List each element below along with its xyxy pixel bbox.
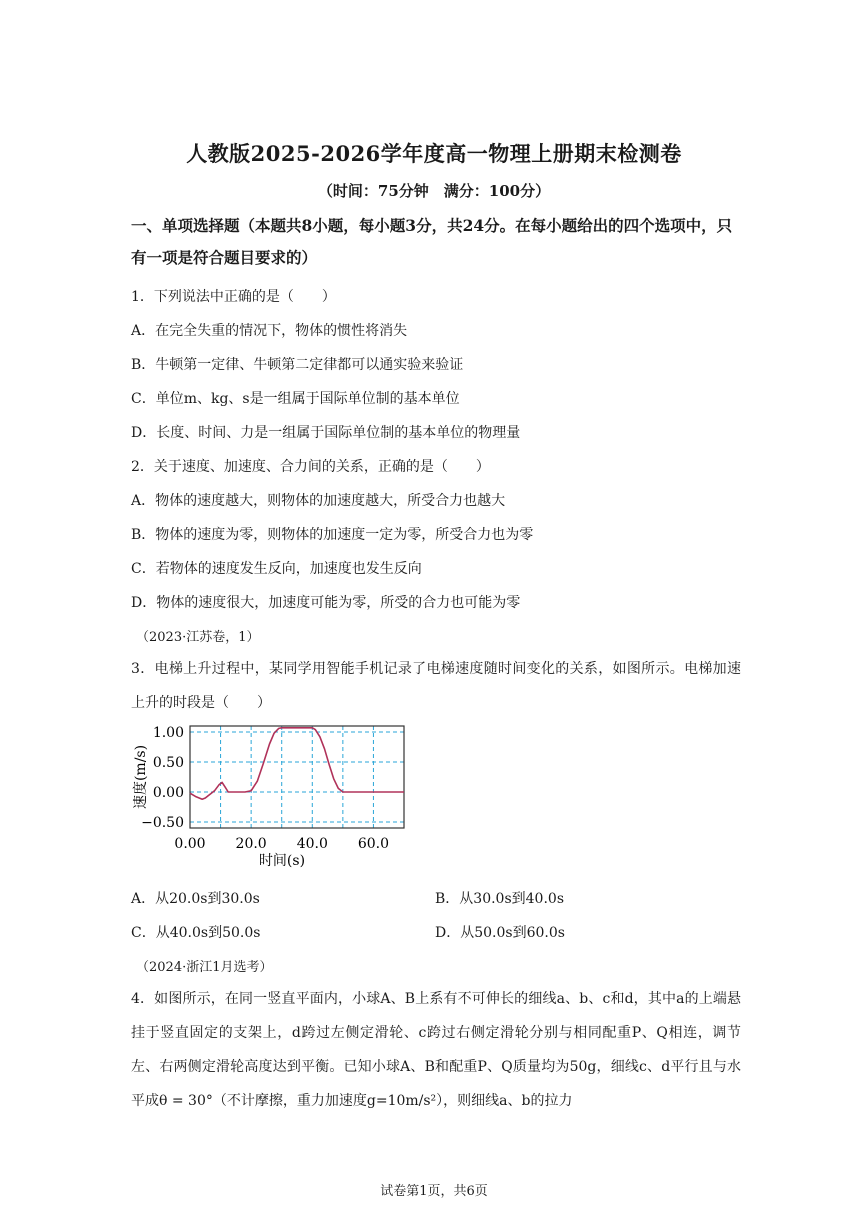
q3-option-b: B．从30.0s到40.0s [435, 891, 565, 907]
q1-option-a: A．在完全失重的情况下，物体的惯性将消失 [131, 323, 408, 339]
x-tick-label: 60.0 [357, 836, 390, 852]
q3-option-d: D．从50.0s到60.0s [435, 925, 565, 941]
q1-option-c: C．单位m、kg、s是一组属于国际单位制的基本单位 [131, 391, 460, 407]
exam-title: 人教版2025-2026学年度高一物理上册期末检测卷 [186, 141, 682, 166]
q2-option-c: C．若物体的速度发生反向，加速度也发生反向 [131, 561, 422, 577]
q2-option-d: D．物体的速度很大，加速度可能为零，所受的合力也可能为零 [131, 595, 521, 611]
velocity-time-chart [128, 722, 418, 872]
y-tick-label: 0.00 [152, 785, 184, 801]
q1-stem: 1．下列说法中正确的是（ ） [131, 289, 336, 305]
q4-source: （2024·浙江1月选考） [136, 960, 273, 975]
q2-stem: 2．关于速度、加速度、合力间的关系，正确的是（ ） [131, 459, 490, 475]
exam-subtitle: （时间：75分钟 满分：100分） [317, 182, 551, 200]
y-axis-label: 速度(m/s) [133, 744, 149, 810]
x-axis-label: 时间(s) [258, 853, 306, 869]
plot-frame [190, 726, 404, 828]
x-tick-label: 20.0 [235, 836, 267, 852]
y-tick-label: 1.00 [152, 725, 184, 741]
q2-option-a: A．物体的速度越大，则物体的加速度越大，所受合力也越大 [131, 493, 506, 509]
q3-option-c: C．从40.0s到50.0s [131, 925, 261, 941]
q1-option-b: B．牛顿第一定律、牛顿第二定律都可以通实验来验证 [131, 357, 464, 373]
q1-option-d: D．长度、时间、力是一组属于国际单位制的基本单位的物理量 [131, 425, 521, 441]
page-footer: 试卷第1页，共6页 [380, 1184, 488, 1199]
y-tick-label: −0.50 [141, 815, 184, 831]
q3-source: （2023·江苏卷，1） [136, 630, 260, 645]
x-tick-label: 0.00 [174, 836, 206, 852]
section-heading: 一、单项选择题（本题共8小题，每小题3分，共24分。在每小题给出的四个选项中，只有一项是符合题目要求的） [131, 216, 733, 267]
chart-ticks [141, 725, 389, 852]
q4-stem: 4．如图所示，在同一竖直平面内，小球A、B上系有不可伸长的细线a、b、c和d，其中a的上端悬挂于竖直固定的支架上，d跨过左侧定滑轮、c跨过右侧定滑轮分别与相同配重P、Q相连，调节左、右两侧定滑轮高度达到平衡。已知小球A、B和配重P、Q质量均为50g，细线c、d平行且与水平成θ = 30°（不计摩擦，重力加速度g=10m/s²），则细线a、b的拉力 [131, 991, 741, 1109]
velocity-series-line [190, 728, 404, 799]
y-tick-label: 0.50 [152, 755, 184, 771]
chart-grid [190, 726, 404, 828]
q3-option-a: A．从20.0s到30.0s [131, 891, 260, 907]
x-tick-label: 40.0 [296, 836, 328, 852]
q3-stem: 3．电梯上升过程中，某同学用智能手机记录了电梯速度随时间变化的关系，如图所示。电梯加速上升的时段是（ ） [131, 661, 741, 711]
q2-option-b: B．物体的速度为零，则物体的加速度一定为零，所受合力也为零 [131, 527, 534, 543]
